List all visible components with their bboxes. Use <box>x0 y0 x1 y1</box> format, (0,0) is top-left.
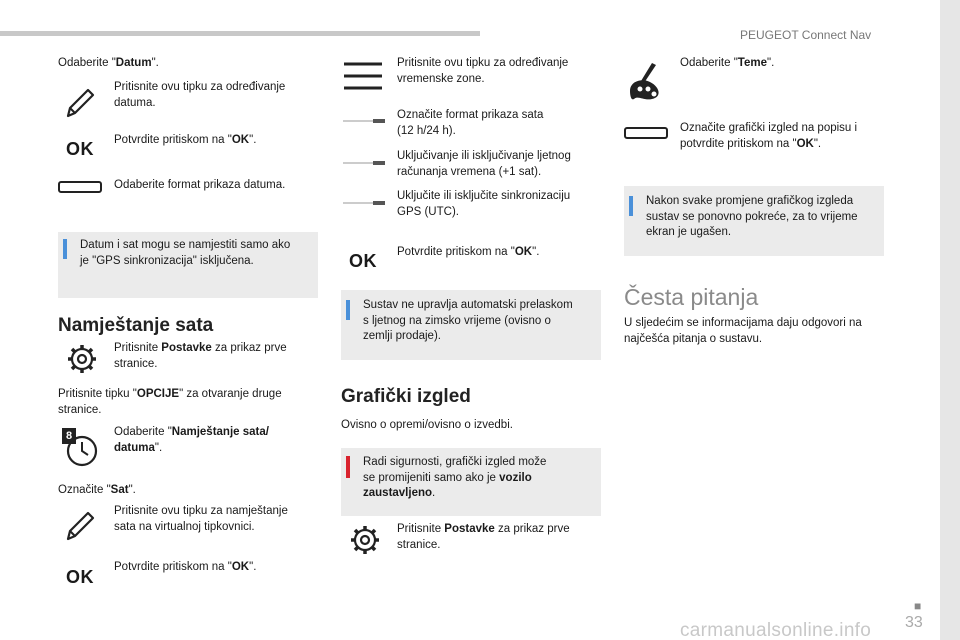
faq-title: Česta pitanja <box>624 284 759 310</box>
step-ok-time: Potvrdite pritiskom na "OK". <box>114 561 257 573</box>
info-icon <box>63 239 67 259</box>
step-time-format: Označite format prikaza sata (12 h/24 h). <box>397 109 544 137</box>
clock-badge: 8 <box>62 428 76 444</box>
line-icon[interactable] <box>343 200 385 206</box>
info-note-dst: Sustav ne upravlja automatski prelaskom s ljetnog na zimsko vrijeme (ovisno o zemlji prodaje). <box>341 290 601 360</box>
warning-note: Radi sigurnosti, grafički izgled može se promijeniti samo ako je vozilo zaustavljeno. <box>341 448 601 516</box>
page-number: 33 <box>905 614 923 631</box>
line-icon[interactable] <box>343 118 385 124</box>
info-note-restart: Nakon svake promjene grafičkog izgleda sustav se ponovno pokreće, za to vrijeme ekran je ugašen. <box>624 186 884 256</box>
palette-icon[interactable] <box>626 61 664 103</box>
step-ok-zone: Potvrdite pritiskom na "OK". <box>397 246 540 258</box>
intro-datum: Odaberite "Datum". <box>58 57 159 69</box>
heading-clock: Namještanje sata <box>58 315 214 336</box>
step-pencil-date: Pritisnite ovu tipku za određivanje datuma. <box>114 81 286 109</box>
step-themes: Odaberite "Teme". <box>680 57 775 69</box>
step-gps-sync: Uključite ili isključite sinkronizaciju GPS (UTC). <box>397 190 571 218</box>
bar-icon[interactable] <box>624 127 668 139</box>
bar-icon[interactable] <box>58 181 102 193</box>
faq-text: U sljedećim se informacijama daju odgovori na najčešća pitanja o sustavu. <box>624 317 862 345</box>
step-pencil-time: Pritisnite ovu tipku za namještanje sata na virtualnoj tipkovnici. <box>114 505 288 533</box>
step-clock-date: Odaberite "Namještanje sata/ datuma". <box>114 426 269 454</box>
info-icon <box>629 196 633 216</box>
menu-icon[interactable] <box>343 61 383 91</box>
step-timezone: Pritisnite ovu tipku za određivanje vremenske zone. <box>397 57 569 85</box>
header-rule <box>0 31 480 36</box>
ok-icon[interactable]: OK <box>66 139 94 159</box>
step-ok-date: Potvrdite pritiskom na "OK". <box>114 134 257 146</box>
info-note-gps: Datum i sat mogu se namjestiti samo ako je "GPS sinkronizacija" isključena. <box>58 232 318 298</box>
pencil-icon[interactable] <box>62 85 98 121</box>
info-icon <box>346 300 350 320</box>
heading-graphics: Grafički izgled <box>341 386 471 407</box>
step-date-format: Odaberite format prikaza datuma. <box>114 179 286 191</box>
step-settings: Pritisnite Postavke za prikaz prve stranice. <box>114 342 287 370</box>
side-strip <box>940 0 960 640</box>
step-select-hour: Označite "Sat". <box>58 484 136 496</box>
line-icon[interactable] <box>343 160 385 166</box>
page-marker: ■ <box>914 599 922 613</box>
warning-icon <box>346 456 350 478</box>
gear-icon[interactable] <box>349 524 381 556</box>
pencil-icon[interactable] <box>62 508 98 544</box>
ok-icon[interactable]: OK <box>349 251 377 271</box>
step-options: Pritisnite tipku "OPCIJE" za otvaranje druge stranice. <box>58 388 282 416</box>
step-choose-theme: Označite grafički izgled na popisu i potvrdite pritiskom na "OK". <box>680 122 858 150</box>
graphics-intro: Ovisno o opremi/ovisno o izvedbi. <box>341 419 513 431</box>
gear-icon[interactable] <box>66 343 98 375</box>
step-dst: Uključivanje ili isključivanje ljetnog računanja vremena (+1 sat). <box>397 150 571 178</box>
page-header: PEUGEOT Connect Nav <box>740 28 872 42</box>
watermark: carmanualsonline.info <box>680 620 872 640</box>
step-settings-graphics: Pritisnite Postavke za prikaz prve stranice. <box>397 523 570 551</box>
clock-icon[interactable] <box>62 428 100 468</box>
ok-icon[interactable]: OK <box>66 567 94 587</box>
